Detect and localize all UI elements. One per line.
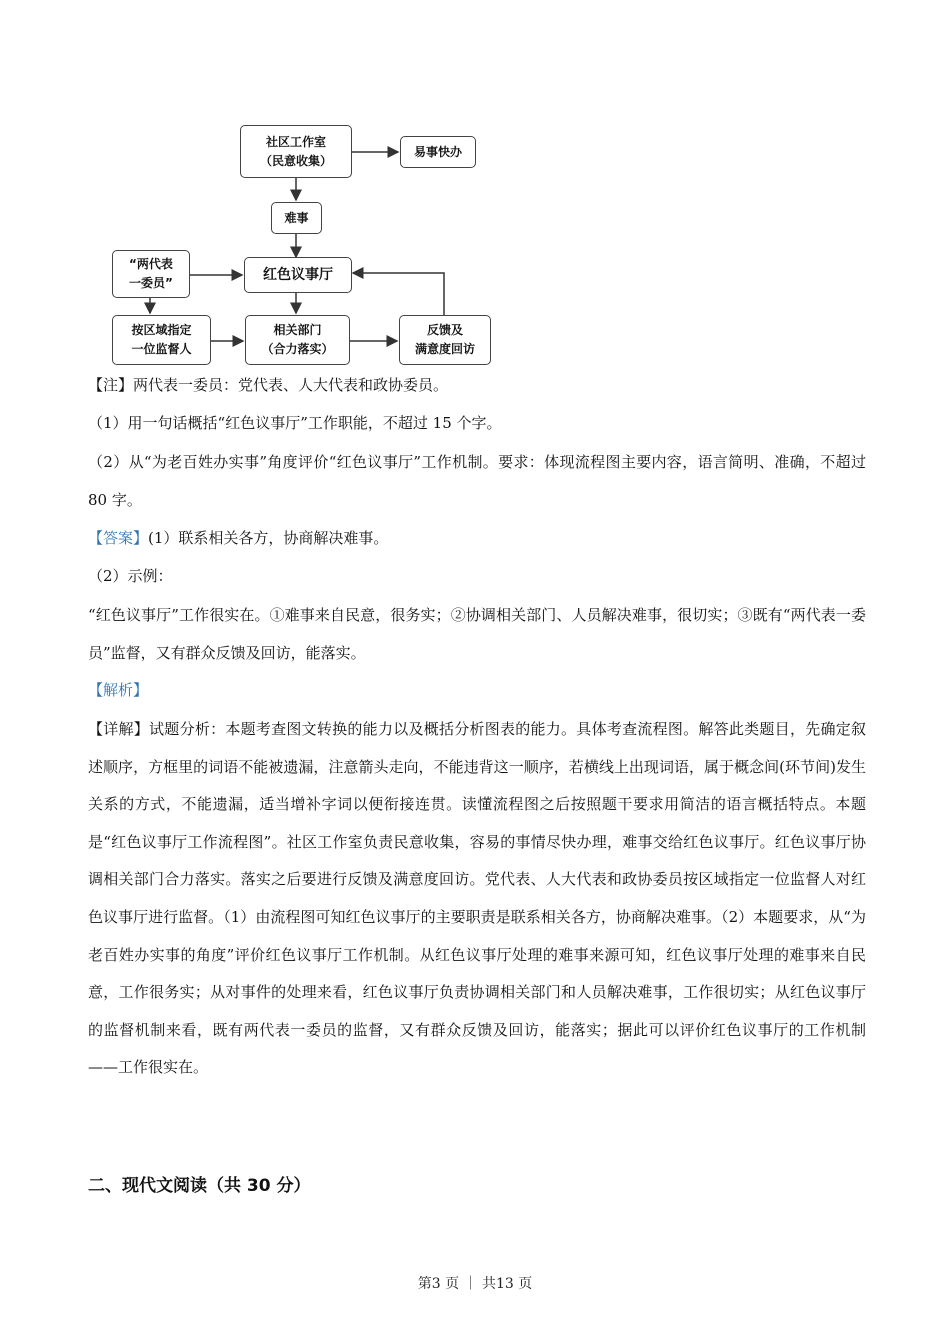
hard-matters-box: 难事	[271, 202, 322, 234]
flowchart	[100, 115, 500, 375]
note-line	[88, 374, 448, 396]
question-2: （2）从“为老百姓办实事”角度评价“红色议事厅”工作机制。要求：体现流程图主要内容，语言简明、准确，不超过 80 字。	[88, 453, 866, 509]
page-footer: 第3 页 ｜ 共13 页	[417, 1276, 533, 1292]
easy-matters-box: 易事快办	[400, 136, 476, 168]
answer-line	[88, 527, 388, 549]
feedback-box: 反馈及 满意度回访	[399, 315, 491, 365]
note-prefix: 【注】	[88, 376, 134, 394]
note-text: 两代表一委员：党代表、人大代表和政协委员。	[133, 376, 449, 394]
detail-paragraph	[88, 711, 866, 1087]
community-office-box: 社区工作室 （民意收集）	[240, 125, 352, 178]
analysis-label: 【解析】	[88, 681, 149, 699]
answer-2-head: （2）示例：	[88, 567, 173, 585]
answer-2-body: “红色议事厅”工作很实在。①难事来自民意，很务实；②协调相关部门、人员解决难事，很切实；③既有“两代表一委员”监督，又有群众反馈及回访，能落实。	[88, 606, 866, 662]
question-1: （1）用一句话概括“红色议事厅”工作职能，不超过 15 个字。	[88, 414, 502, 432]
answer-label: 【答案】	[88, 529, 149, 547]
red-hall-box: 红色议事厅	[244, 257, 352, 293]
supervisor-box: 按区域指定 一位监督人	[112, 315, 211, 365]
two-reps-box: “两代表 一委员”	[112, 250, 190, 298]
detail-label: 【详解】	[88, 720, 150, 738]
departments-box: 相关部门 （合力落实）	[245, 315, 350, 365]
section-title: 二、现代文阅读（共 30 分）	[88, 1176, 311, 1196]
detail-text: 试题分析：本题考查图文转换的能力以及概括分析图表的能力。具体考查流程图。解答此类题目，先确定叙述顺序，方框里的词语不能被遗漏，注意箭头走向，不能违背这一顺序，若横线上出现词语，属于概念间(环节间)发生关系的方式，不能遗漏，适当增补字词以便衔接连贯。读懂流程图之后按照题干要求用简洁的语言概括特点。本题是“红色议事厅工作流程图”。社区工作室负责民意收集，容易的事情尽快办理，难事交给红色议事厅。红色议事厅协调相关部门合力落实。落实之后要进行反馈及满意度回访。党代表、人大代表和政协委员按区域指定一位监督人对红色议事厅进行监督。（1）由流程图可知红色议事厅的主要职责是联系相关各方，协商解决难事。（2）本题要求，从“为老百姓办实事的角度”评价红色议事厅工作机制。从红色议事厅处理的难事来源可知，红色议事厅处理的难事来自民意，工作很务实；从对事件的处理来看，红色议事厅负责协调相关部门和人员解决难事，工作很切实；从红色议事厅的监督机制来看，既有两代表一委员的监督，又有群众反馈及回访，能落实；据此可以评价红色议事厅的工作机制——工作很实在。	[88, 720, 866, 1077]
answer-1: (1）联系相关各方，协商解决难事。	[148, 529, 389, 547]
